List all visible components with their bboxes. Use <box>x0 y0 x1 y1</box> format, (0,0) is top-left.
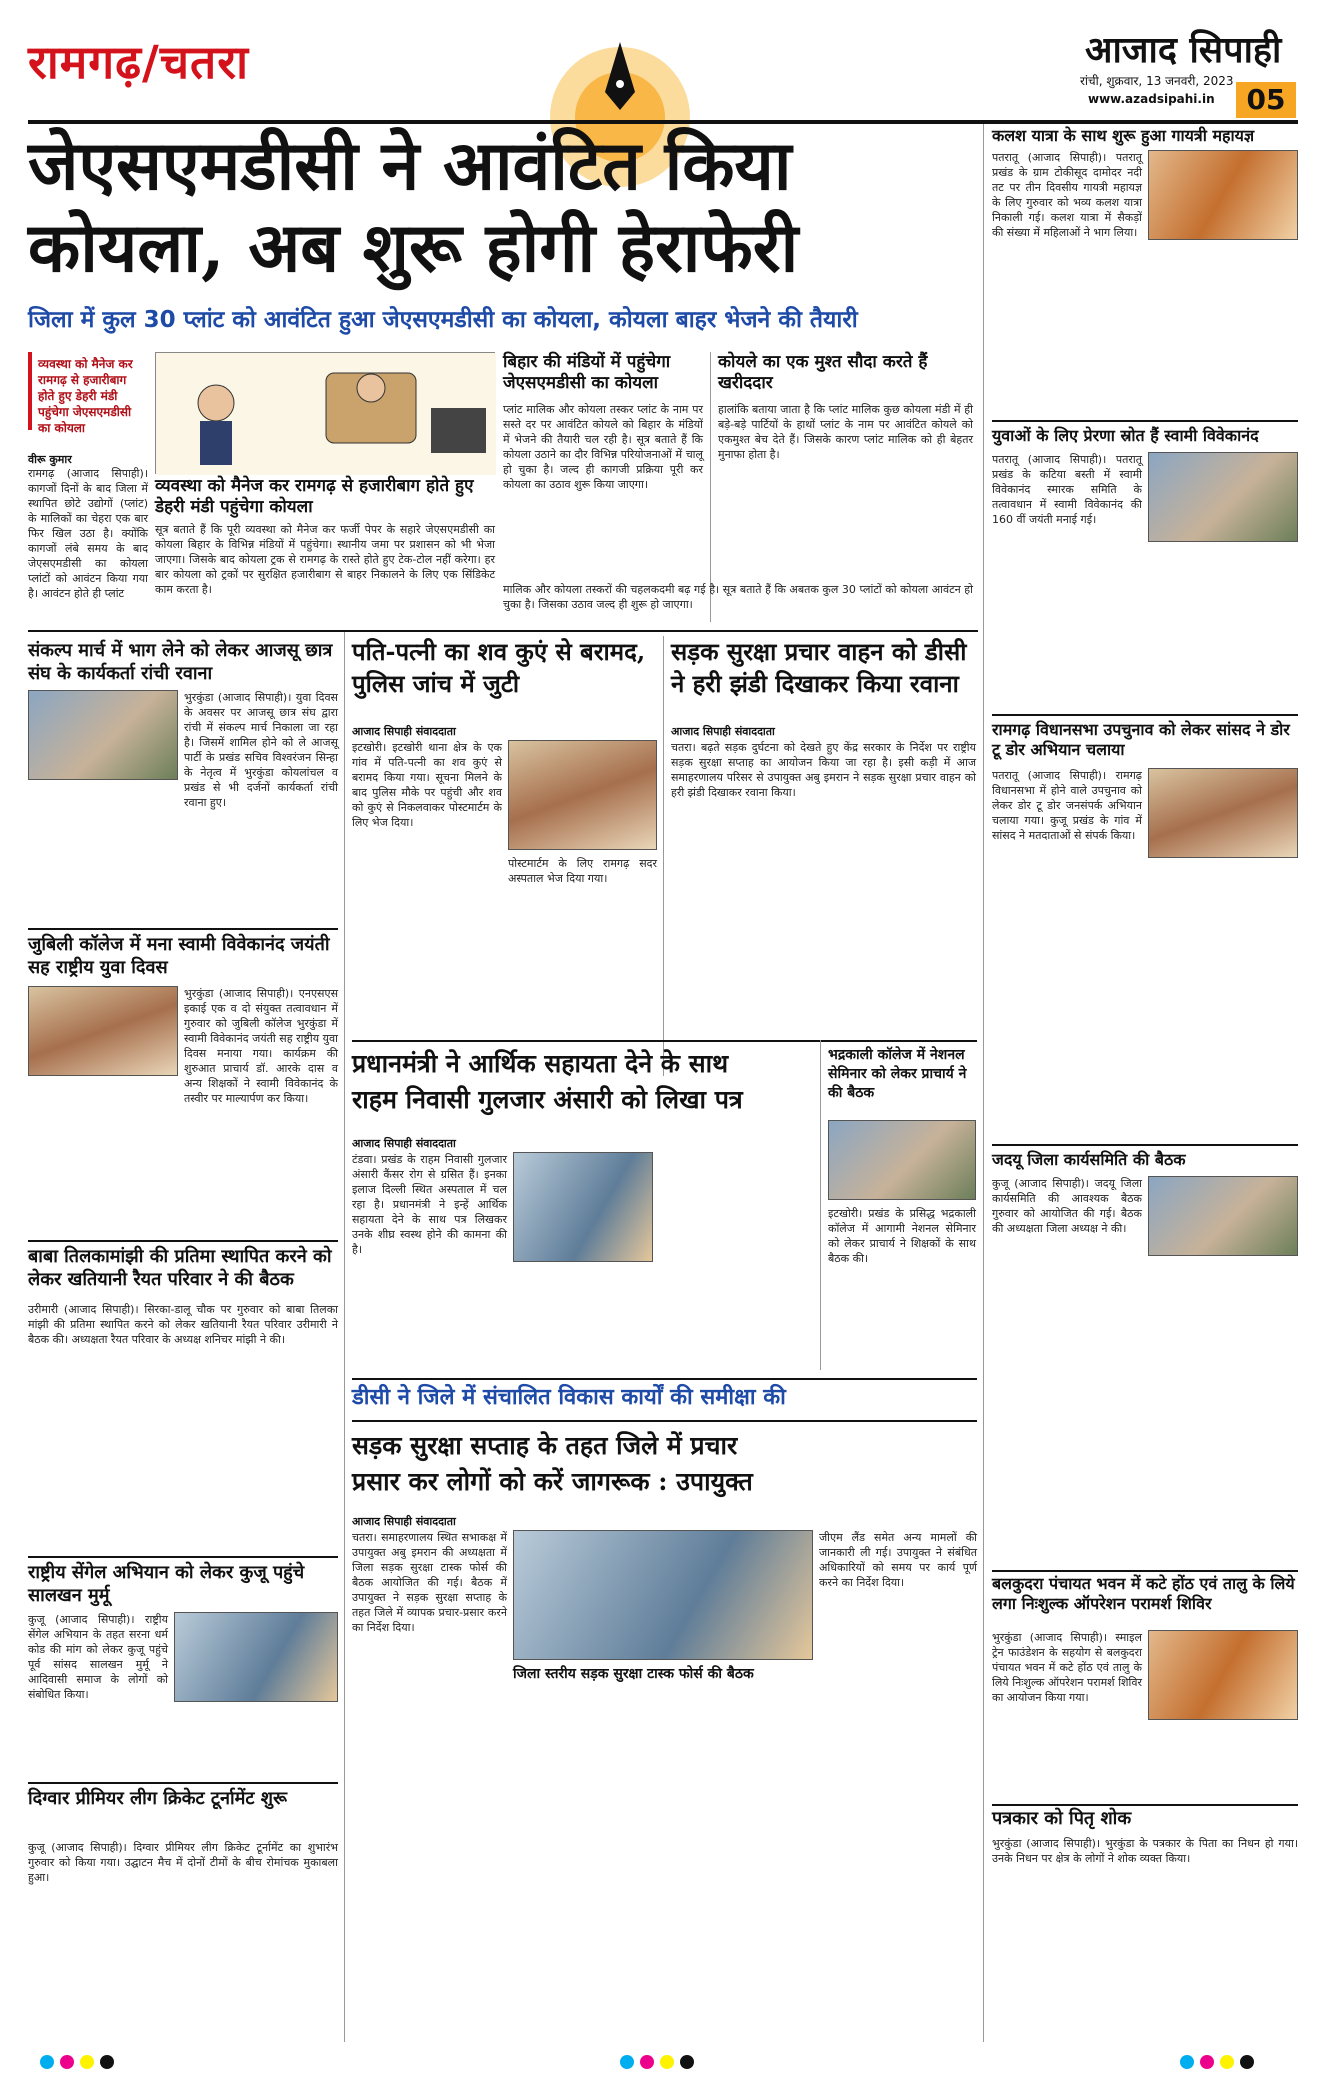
section-divider <box>28 1782 338 1784</box>
right-story5-body: भुरकुंडा (आजाद सिपाही)। स्माइल ट्रेन फाउंडेशन के सहयोग से बलकुदरा पंचायत भवन में कटे होंठ एवं तालु के लिये निःशुल्क ऑपरेशन परामर्श शिविर का आयोजन किया गया। <box>992 1631 1142 1704</box>
lead-pullquote: व्यवस्था को मैनेज कर रामगढ़ से हजारीबाग होते हुए डेहरी मंडी पहुंचेगा जेएसएमडीसी का कोयला <box>28 352 148 430</box>
pen-nib-emblem <box>540 22 700 122</box>
cartoon-body: सूत्र बताते हैं कि पूरी व्यवस्था को मैनेज कर फर्जी पेपर के सहारे जेएसएमडीसी का कोयला बिहार के विभिन्न मंडियों में पहुंचेगा। स्थानीय जमा पर प्रशासन को भी भेजा जाएगा। जिसके बाद कोयला ट्रक से रामगढ़ के रास्ते होते हुए टेक-टोल नहीं करेगा। हर बार कोयला को ट्रकों पर सुरक्षित हजारीबाग से बाहर निकालने के लिए एक सिंडिकेट काम करता है। <box>155 523 495 596</box>
right-story1-body: पतरातू (आजाद सिपाही)। पतरातू प्रखंड के ग्राम टोकीसूद दामोदर नदी तट पर तीन दिवसीय गायत्री महायज्ञ के लिए गुरुवार को भव्य कलश यात्रा निकाली गई। कलश यात्रा में सैकड़ों की संख्या में महिलाओं ने भाग लिया। <box>992 151 1142 239</box>
right-story2-heading: युवाओं के लिए प्रेरणा स्रोत हैं स्वामी विवेकानंद <box>992 426 1259 445</box>
center-story1-byline: आजाद सिपाही संवाददाता <box>352 725 456 738</box>
left-story2-heading: जुबिली कॉलेज में मना स्वामी विवेकानंद जयंती सह राष्ट्रीय युवा दिवस <box>28 934 330 978</box>
cartoon-caption: व्यवस्था को मैनेज कर रामगढ़ से हजारीबाग होते हुए डेहरी मंडी पहुंचेगा कोयला <box>155 476 474 518</box>
section-divider <box>28 630 978 632</box>
masthead-divider <box>28 120 1298 124</box>
left-story1-body: भुरकुंडा (आजाद सिपाही)। युवा दिवस के अवसर पर आजसू छात्र संघ द्वारा रांची में संकल्प मार्च निकाला जा रहा है। जिसमें शामिल होने को ले आजसू पार्टी के प्रखंड सचिव विश्वरंजन सिन्हा के नेतृत्व में भुरकुंडा कोयलांचल व प्रखंड से भी दर्जनों कार्यकर्ता रांची रवाना हुए। <box>184 691 338 809</box>
lead-body: रामगढ़ (आजाद सिपाही)। कागजों दिनों के बाद जिला में स्थापित छोटे उद्योगों (प्लांट) के मालिकों का चेहरा एक बार फिर खिल उठा है। क्योंकि कागजों लंबे समय के बाद जेएसएमडीसी का कोयला प्लांटों को आवंटन किया गया है। आवंटन होते ही प्लांट <box>28 467 148 600</box>
center-story3-photo <box>513 1152 653 1262</box>
left-story5-body: कुजू (आजाद सिपाही)। दिग्वार प्रीमियर लीग क्रिकेट टूर्नामेंट का शुभारंभ गुरुवार को किया गया। उद्घाटन मैच में दोनों टीमों के बीच रोमांचक मुकाबला हुआ। <box>28 1841 338 1884</box>
right-story4-photo <box>1148 1176 1298 1256</box>
left-story5-heading: दिग्वार प्रीमियर लीग क्रिकेट टूर्नामेंट शुरू <box>28 1788 287 1809</box>
print-registration-marks <box>40 2054 240 2074</box>
right-story4-heading: जदयू जिला कार्यसमिति की बैठक <box>992 1150 1186 1169</box>
section-title: रामगढ़/चतरा <box>28 35 249 89</box>
left-story3-heading: बाबा तिलकामांझी की प्रतिमा स्थापित करने को लेकर खतियानी रैयत परिवार ने की बैठक <box>28 1246 332 1290</box>
right-story4-body: कुजू (आजाद सिपाही)। जदयू जिला कार्यसमिति की आवश्यक बैठक गुरुवार को आयोजित की गई। बैठक की अध्यक्षता जिला अध्यक्ष ने की। <box>992 1177 1142 1235</box>
page-number-badge: 05 <box>1236 82 1296 118</box>
section-divider <box>28 928 338 930</box>
lead-col3-heading: कोयले का एक मुश्त सौदा करते हैं खरीददार <box>718 352 928 394</box>
website-link[interactable]: www.azadsipahi.in <box>1088 92 1215 106</box>
lead-byline: वीरू कुमार <box>28 453 72 466</box>
print-registration-marks <box>620 2054 820 2074</box>
right-story1-photo <box>1148 150 1298 240</box>
center-story4-heading-line1: सड़क सुरक्षा सप्ताह के तहत जिले में प्रचार <box>352 1431 738 1460</box>
right-story6-body: भुरकुंडा (आजाद सिपाही)। भुरकुंडा के पत्रकार के पिता का निधन हो गया। उनके निधन पर क्षेत्र के लोगों ने शोक व्यक्त किया। <box>992 1837 1298 1865</box>
section-divider <box>352 1420 977 1422</box>
column-divider <box>820 1040 821 1370</box>
column-divider <box>344 632 345 2042</box>
center-story1-body: इटखोरी। इटखोरी थाना क्षेत्र के एक गांव में पति-पत्नी का शव कुएं से बरामद किया गया। सूचना मिलने के बाद पुलिस मौके पर पहुंची और शव को कुएं से निकलवाकर पोस्टमार्टम के लिए भेज दिया। <box>352 741 502 829</box>
left-story2-body: भुरकुंडा (आजाद सिपाही)। एनएसएस इकाई एक व दो संयुक्त तत्वावधान में गुरुवार को जुबिली कॉलेज भुरकुंडा में स्वामी विवेकानंद जयंती सह राष्ट्रीय युवा दिवस मनाया गया। कार्यक्रम की शुरुआत प्राचार्य डॉ. आरके दास व अन्य शिक्षकों ने स्वामी विवेकानंद के तस्वीर पर माल्यार्पण कर किया। <box>184 987 338 1105</box>
center-story2-heading: सड़क सुरक्षा प्रचार वाहन को डीसी ने हरी झंडी दिखाकर किया रवाना <box>671 637 967 698</box>
center-story2-byline: आजाद सिपाही संवाददाता <box>671 725 775 738</box>
center-story2-body: चतरा। बढ़ते सड़क दुर्घटना को देखते हुए केंद्र सरकार के निर्देश पर राष्ट्रीय सड़क सुरक्षा सप्ताह का आयोजन किया जा रहा है। इसी कड़ी में आज समाहरणालय परिसर से उपायुक्त अबु इमरान ने सड़क सुरक्षा प्रचार वाहन को हरी झंडी दिखाकर रवाना किया। <box>671 741 976 799</box>
right-story3-body: पतरातू (आजाद सिपाही)। रामगढ़ विधानसभा में होने वाले उपचुनाव को लेकर डोर टू डोर जनसंपर्क अभियान चलाया गया। कुजू प्रखंड के गांव में सांसद ने मतदाताओं से संपर्क किया। <box>992 769 1142 842</box>
right-story3-photo <box>1148 768 1298 858</box>
section-divider <box>992 1804 1298 1806</box>
print-registration-marks <box>1180 2054 1300 2074</box>
lead-headline <box>28 125 1018 289</box>
lead-footer-body: मालिक और कोयला तस्करों की चहलकदमी बढ़ गई है। सूत्र बताते हैं कि अबतक कुल 30 प्लांटों को कोयला आवंटन हो चुका है। जिसका उठाव जल्द ही शुरू हो जाएगा। <box>503 583 973 611</box>
center-story4-right-body: जीएम लैंड समेत अन्य मामलों की जानकारी ली गई। उपायुक्त ने संबंधित अधिकारियों को समय पर कार्य पूर्ण करने का निर्देश दिया। <box>819 1531 977 1589</box>
left-story4-heading: राष्ट्रीय सेंगेल अभियान को लेकर कुजू पहुंचे सालखन मुर्मू <box>28 1562 305 1606</box>
section-divider <box>352 1378 977 1380</box>
section-divider <box>992 1570 1298 1572</box>
left-story2-photo <box>28 986 178 1076</box>
right-story5-photo <box>1148 1630 1298 1720</box>
section-divider <box>992 1144 1298 1146</box>
section-divider <box>28 1240 338 1242</box>
right-story1-heading: कलश यात्रा के साथ शुरू हुआ गायत्री महायज्ञ <box>992 126 1255 145</box>
dateline: रांची, शुक्रवार, 13 जनवरी, 2023 <box>1080 74 1234 88</box>
right-story2-photo <box>1148 452 1298 542</box>
center-banner-heading: डीसी ने जिले में संचालित विकास कार्यों की समीक्षा की <box>352 1384 786 1410</box>
right-story5-heading: बलकुदरा पंचायत भवन में कटे होंठ एवं तालु के लिये लगा निःशुल्क ऑपरेशन परामर्श शिविर <box>992 1574 1295 1613</box>
center-side-photo <box>828 1120 976 1200</box>
cartoon-figures-icon <box>156 353 496 475</box>
cartoon-illustration <box>155 352 495 474</box>
center-story1-caption: पोस्टमार्टम के लिए रामगढ़ सदर अस्पताल भेज दिया गया। <box>508 857 657 885</box>
lead-col2-body: प्लांट मालिक और कोयला तस्कर प्लांट के नाम पर सस्ते दर पर आवंटित कोयले को बिहार के मंडियों में भेजने की तैयारी चल रही है। सूत्र बताते हैं कि कोयला उठाने का दौर विभिन्न परियोजनाओं में चालू हो चुका है। जल्द ही कागजी प्रक्रिया पूरी कर कोयला का उठाव शुरू किया जाएगा। <box>503 403 703 491</box>
lead-headline-line1: जेएसएमडीसी ने आवंटित किया <box>28 126 792 206</box>
right-story2-body: पतरातू (आजाद सिपाही)। पतरातू प्रखंड के कटिया बस्ती में स्वामी विवेकानंद स्मारक समिति के तत्वावधान में स्वामी विवेकानंद की 160 वीं जयंती मनाई गई। <box>992 453 1142 526</box>
section-divider <box>992 714 1298 716</box>
center-story4-body: चतरा। समाहरणालय स्थित सभाकक्ष में उपायुक्त अबु इमरान की अध्यक्षता में जिला सड़क सुरक्षा टास्क फोर्स की बैठक आयोजित की गई। बैठक में उपायुक्त ने सड़क सुरक्षा सप्ताह के तहत जिले में व्यापक प्रचार-प्रसार करने का निर्देश दिया। <box>352 1531 507 1634</box>
section-divider <box>28 1556 338 1558</box>
left-story1-photo <box>28 690 178 780</box>
center-story4-heading-line2: प्रसार कर लोगों को करें जागरूक : उपायुक्त <box>352 1467 753 1496</box>
newspaper-brand: आजाद सिपाही <box>1085 29 1282 71</box>
center-story3-heading <box>352 1046 812 1118</box>
center-story4-byline: आजाद सिपाही संवाददाता <box>352 1515 456 1528</box>
lead-col2-heading: बिहार की मंडियों में पहुंचेगा जेएसएमडीसी का कोयला <box>503 352 671 394</box>
lead-headline-line2: कोयला, अब शुरू होगी हेराफेरी <box>28 208 799 288</box>
center-story4-photo-caption: जिला स्तरीय सड़क सुरक्षा टास्क फोर्स की बैठक <box>513 1666 754 1682</box>
left-story3-body: उरीमारी (आजाद सिपाही)। सिरका-डालू चौक पर गुरुवार को बाबा तिलका मांझी की प्रतिमा स्थापित करने को लेकर खतियानी रैयत परिवार उरीमारी ने बैठक की। अध्यक्षता रैयत परिवार के अध्यक्ष शनिचर मांझी ने की। <box>28 1303 338 1346</box>
column-divider <box>663 636 664 1076</box>
column-divider <box>983 124 984 2042</box>
center-story1-photo <box>508 740 657 850</box>
left-story4-photo <box>174 1612 338 1702</box>
center-side-body: इटखोरी। प्रखंड के प्रसिद्ध भद्रकाली कॉलेज में आगामी नेशनल सेमिनार को लेकर प्राचार्य ने शिक्षकों के साथ बैठक की। <box>828 1207 976 1265</box>
center-side-heading: भद्रकाली कॉलेज में नेशनल सेमिनार को लेकर प्राचार्य ने की बैठक <box>828 1047 967 1101</box>
section-divider <box>352 1040 977 1042</box>
lead-subheadline: जिला में कुल 30 प्लांट को आवंटित हुआ जेएसएमडीसी का कोयला, कोयला बाहर भेजने की तैयारी <box>28 307 858 333</box>
left-story4-body: कुजू (आजाद सिपाही)। राष्ट्रीय सेंगेल अभियान के तहत सरना धर्म कोड की मांग को लेकर कुजू पहुंचे पूर्व सांसद सालखन मुर्मू ने आदिवासी समाज के लोगों को संबोधित किया। <box>28 1613 168 1701</box>
left-story1-heading: संकल्प मार्च में भाग लेने को लेकर आजसू छात्र संघ के कार्यकर्ता रांची रवाना <box>28 640 333 684</box>
center-story3-heading-line1: प्रधानमंत्री ने आर्थिक सहायता देने के साथ <box>352 1049 729 1078</box>
center-story1-heading: पति-पत्नी का शव कुएं से बरामद, पुलिस जांच में जुटी <box>352 637 646 698</box>
section-divider <box>992 420 1298 422</box>
right-story6-heading: पत्रकार को पितृ शोक <box>992 1808 1132 1829</box>
center-story3-body: टंडवा। प्रखंड के राहम निवासी गुलजार अंसारी कैंसर रोग से ग्रसित हैं। इनका इलाज दिल्ली स्थित अस्पताल में चल रहा है। प्रधानमंत्री ने इन्हें आर्थिक सहायता देने के साथ पत्र लिखकर उनके शीघ्र स्वस्थ होने की कामना की है। <box>352 1153 507 1256</box>
lead-col3-body: हालांकि बताया जाता है कि प्लांट मालिक कुछ कोयला मंडी में ही बड़े-बड़े पार्टियों के हाथों प्लांट के नाम पर आवंटित कोयले को एकमुश्त बेच देते हैं। जिसके कारण प्लांट मालिक को ही बेहतर मुनाफा होता है। <box>718 403 973 461</box>
right-story3-heading: रामगढ़ विधानसभा उपचुनाव को लेकर सांसद ने डोर टू डोर अभियान चलाया <box>992 720 1290 759</box>
center-story3-heading-line2: राहम निवासी गुलजार अंसारी को लिखा पत्र <box>352 1085 743 1114</box>
center-story4-photo <box>513 1530 813 1660</box>
center-story4-heading <box>352 1428 977 1500</box>
center-story3-byline: आजाद सिपाही संवाददाता <box>352 1137 456 1150</box>
